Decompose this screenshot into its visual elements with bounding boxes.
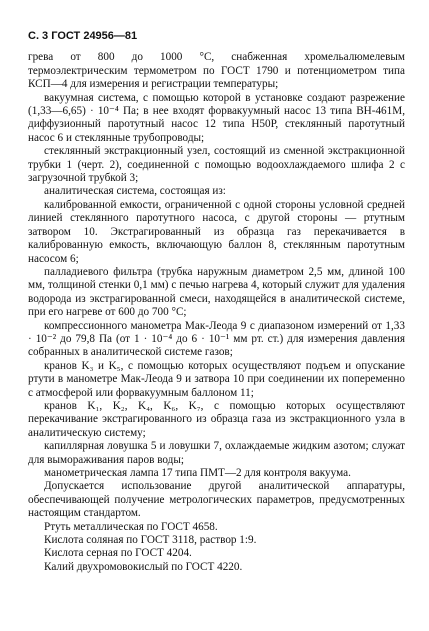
paragraph: палладиевого фильтра (трубка наружным диаметром 2,5 мм, длиной 100 мм, толщиной стенки 0,1 мм) с печью нагрева 4, который служит для удаления водорода из экстрагированной смеси, находящейся в аналитической системе, при его нагреве от 600 до 700 °С;: [28, 265, 405, 319]
paragraph: Кислота серная по ГОСТ 4204.: [44, 547, 192, 560]
paragraph: компрессионного манометра Мак-Леода 9 с диапазоном измерений от 1,33 · 10⁻² до 79,8 Па (от 1 · 10⁻⁴ до 6 · 10⁻¹ мм рт. ст.) для измерения давления собранных в аналитической системе газов;: [28, 319, 405, 359]
paragraph: капиллярная ловушка 5 и ловушки 7, охлаждаемые жидким азотом; служат для вымораживания паров воды;: [28, 440, 405, 466]
paragraph: Допускается использование другой аналитической аппаратуры, обеспечивающей получение метрологических параметров, предусмотренных настоящим стандартом.: [28, 480, 405, 520]
paragraph: манометрическая лампа 17 типа ПМТ—2 для контроля вакуума.: [44, 467, 351, 479]
paragraph: кранов K₃ и K₅, с помощью которых осуществляют подъем и опускание ртути в манометре Мак-Леода 9 и затвора 10 при соединении их попеременно с атмосферой или форвакуумным баллоном 11;: [28, 359, 405, 399]
paragraph: калиброванной емкости, ограниченной с одной стороны условной средней линией стеклянного паротутного насоса, с другой стороны — ртутным затвором 10. Экстрагированный из образца газ перекачивается в калиброванную емкость, включающую баллон 8, стеклянным паротутным насосом 6;: [28, 198, 405, 265]
paragraph: грева от 800 до 1000 °С, снабженная хромельалюмелевым термоэлектрическим термометром по ГОСТ 1790 и потенциометром типа КСП—4 для измерения и регистрации температуры;: [28, 51, 405, 91]
paragraph: Ртуть металлическая по ГОСТ 4658.: [44, 520, 218, 533]
paragraph: аналитическая система, состоящая из:: [44, 185, 226, 198]
paragraph: вакуумная система, с помощью которой в установке создают разрежение (1,33—6,65) · 10⁻⁴ Па; в нее входят форвакуумный насос 13 типа ВН-461М, диффузионный паротутный насос 12 типа Н50Р, стеклянный паротутный насос 6 и стеклянные трубопроводы;: [28, 91, 405, 144]
paragraph: Кислота соляная по ГОСТ 3118, раствор 1:9.: [44, 534, 257, 547]
page-header: С. 3 ГОСТ 24956—81: [28, 30, 138, 42]
document-body: [28, 51, 405, 574]
paragraph: стеклянный экстракционный узел, состоящий из сменной экстракционной трубки 1 (черт. 2), соединенной с помощью водоохлаждаемого шлифа 2 с загрузочной трубкой 3;: [28, 145, 405, 185]
paragraph: кранов K₁, K₂, K₄, K₆, K₇, с помощью которых осуществляют перекачивание экстрагированного из образца газа из экстракционного узла в аналитическую систему;: [28, 399, 405, 439]
paragraph: Калий двухромовокислый по ГОСТ 4220.: [44, 560, 243, 573]
